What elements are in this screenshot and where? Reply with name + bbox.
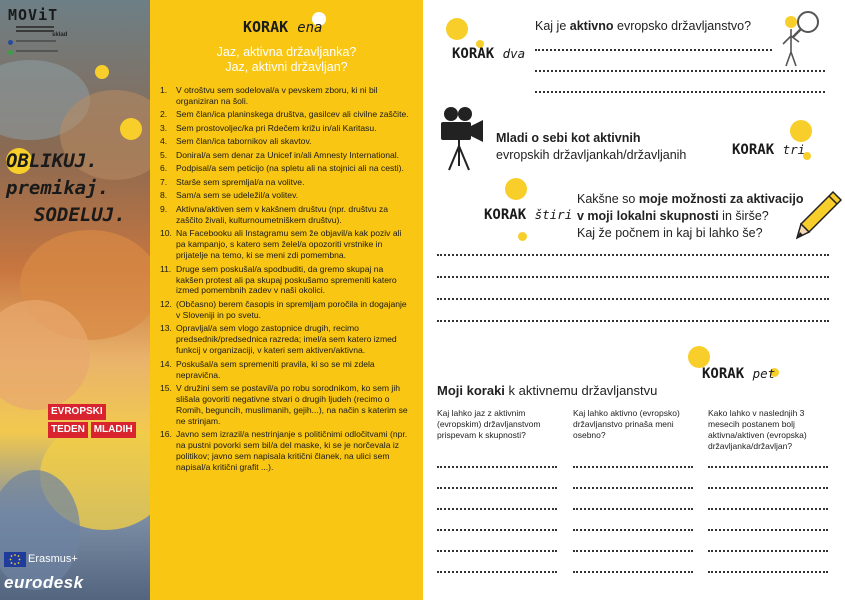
item-text: Doniral/a sem denar za Unicef in/ali Amnesty International.	[176, 149, 400, 160]
item-text: Podpisal/a sem peticijo (na spletu ali na stojnici ali na cesti).	[176, 163, 404, 174]
answer-line[interactable]	[535, 49, 772, 51]
item-number: 10.	[160, 228, 172, 239]
checklist	[160, 85, 410, 476]
item-text: Aktivna/aktiven sem v kakšnem društvu (npr. društvu za zaščito živali, kulturnoumetniškem društvu).	[176, 203, 389, 225]
step-word: KORAK	[732, 142, 775, 158]
answer-line[interactable]	[573, 550, 693, 552]
item-number: 9.	[160, 203, 168, 214]
item-number: 14.	[160, 358, 172, 369]
checklist-item	[160, 177, 410, 188]
answer-line[interactable]	[708, 508, 828, 510]
answer-line[interactable]	[708, 550, 828, 552]
step-number: pet	[752, 366, 776, 381]
answer-line[interactable]	[708, 466, 828, 468]
question-text: evropsko državljanstvo?	[613, 19, 752, 33]
step1-heading	[243, 18, 322, 36]
checklist-item	[160, 359, 410, 381]
item-number: 1.	[160, 85, 168, 95]
step2-question	[535, 18, 751, 34]
question-bold: moje možnosti za aktivacijo	[638, 192, 804, 206]
question-bold: v moji lokalni skupnosti	[577, 209, 719, 223]
answer-line[interactable]	[437, 571, 557, 573]
item-number: 6.	[160, 163, 168, 174]
slogan	[6, 148, 146, 229]
answer-line[interactable]	[708, 487, 828, 489]
title-text: k aktivnemu državljanstvu	[504, 383, 658, 398]
logo-sub: sklad	[52, 32, 68, 38]
answer-line[interactable]	[437, 529, 557, 531]
decor-circle	[688, 346, 710, 368]
question-bold: aktivno	[569, 19, 614, 33]
checklist-item	[160, 204, 410, 226]
question-line: Jaz, aktivni državljan?	[225, 60, 348, 74]
checklist-item	[160, 150, 410, 161]
logo-brand: MOViT	[8, 6, 59, 24]
badge-line: MLADIH	[91, 422, 136, 438]
item-text: Javno sem izrazil/a nestrinjanje s političnimi odločitvami (npr. na pustni povorki sem bil/a del maske, ki se je norčevala iz politikov; javno sem napisala kritični članek, na ulici sem napisal/a kritični grafit ...).	[176, 429, 408, 472]
checklist-item	[160, 123, 410, 134]
step3-line: evropskih državljankah/državljanih	[496, 148, 687, 162]
question-text: Kaj je	[535, 19, 570, 33]
erasmus-logo-text: Erasmus+	[28, 553, 78, 565]
eurodesk-logo: eurodesk	[4, 573, 84, 592]
item-number: 11.	[160, 263, 172, 274]
item-text: Sem član/ica tabornikov ali skavtov.	[176, 136, 312, 147]
slogan-line: premikaj.	[6, 177, 109, 199]
item-number: 5.	[160, 149, 168, 160]
answer-line[interactable]	[573, 466, 693, 468]
item-text: Sem prostovoljec/ka pri Rdečem križu in/ali Karitasu.	[176, 122, 377, 133]
step-word: KORAK	[452, 46, 495, 62]
item-text: (Občasno) berem časopis in spremljam poročila in dogajanje v Sloveniji in po svetu.	[176, 298, 407, 320]
column-question: Kaj lahko jaz z aktivnim (evropskim) državljanstvom prispevam k skupnosti?	[437, 408, 541, 440]
step4-heading	[484, 207, 572, 223]
checklist-item	[160, 163, 410, 174]
item-number: 7.	[160, 176, 168, 187]
checklist-item	[160, 383, 410, 427]
step5-heading	[702, 366, 775, 382]
checklist-item	[160, 136, 410, 147]
item-text: Sam/a sem se udeležil/a volitev.	[176, 190, 299, 201]
decor-circle	[505, 178, 527, 200]
answer-line[interactable]	[535, 70, 825, 72]
item-number: 2.	[160, 109, 168, 120]
question-text: Kaj že počnem in kaj bi lahko še?	[577, 226, 763, 240]
step3-heading	[732, 142, 805, 158]
decor-circle	[790, 120, 812, 142]
item-text: Na Facebooku ali Instagramu sem že objavil/a kak poziv ali pa kampanjo, s katero sem želel/a opozoriti vrstnike in prijatelje na temo, ki se meni zdi pomembna.	[176, 228, 402, 261]
answer-line[interactable]	[437, 487, 557, 489]
item-number: 13.	[160, 323, 172, 334]
cover-photo	[0, 0, 150, 600]
slogan-line: OBLIKUJ.	[6, 150, 98, 172]
step-word: KORAK	[243, 18, 289, 36]
checklist-item	[160, 323, 410, 356]
step-number: ena	[297, 20, 323, 36]
movit-logo	[6, 6, 81, 58]
question-text: Kakšne so	[577, 192, 639, 206]
answer-line[interactable]	[573, 571, 693, 573]
answer-line[interactable]	[437, 276, 829, 278]
badge-line: TEDEN	[48, 422, 88, 438]
answer-line[interactable]	[708, 571, 828, 573]
magnifier-figure-icon	[775, 8, 825, 70]
answer-line[interactable]	[573, 508, 693, 510]
item-text: V otroštvu sem sodeloval/a v pevskem zboru, ki ni bil organiziran na šoli.	[176, 85, 378, 106]
answer-line[interactable]	[573, 529, 693, 531]
item-text: V družini sem se postavil/a po robu sorodnikom, ko sem jih slišala govoriti negativne stvari o drugih ljudeh (recimo o Romih, beguncih, muslimanih, gejih...), na način s katerim se ne strinjam.	[176, 383, 408, 426]
answer-line[interactable]	[437, 320, 829, 322]
checklist-item	[160, 190, 410, 201]
step5-title	[437, 383, 657, 399]
checklist-item	[160, 109, 410, 120]
title-bold: Moji koraki	[437, 383, 505, 398]
answer-line[interactable]	[437, 466, 557, 468]
badge-line: EVROPSKI	[48, 404, 106, 420]
step-number: dva	[502, 46, 526, 61]
step-word: KORAK	[484, 207, 527, 223]
answer-line[interactable]	[708, 529, 828, 531]
step-number: tri	[782, 142, 806, 157]
item-number: 3.	[160, 122, 168, 133]
film-camera-icon	[437, 106, 485, 172]
column-question: Kako lahko v naslednjih 3 mesecih postanem bolj aktivna/aktiven (evropska) državljanka/državljan?	[708, 408, 807, 451]
decor-circle	[446, 18, 468, 40]
step4-question	[577, 191, 803, 242]
checklist-item	[160, 264, 410, 297]
item-number: 4.	[160, 136, 168, 147]
decor-circle	[518, 232, 527, 241]
item-text: Poskušal/a sem spremeniti pravila, ki so se mi zdela nepravična.	[176, 358, 375, 380]
item-number: 12.	[160, 298, 172, 309]
item-text: Opravljal/a sem vlogo zastopnice drugih, recimo predsednik/predsednica razreda; imel/a sem katero izmed funkcij v organizaciji, v kateri sem aktiven/aktivna.	[176, 323, 397, 356]
item-text: Sem član/ica planinskega društva, gasilcev ali civilne zaščite.	[176, 109, 409, 120]
answer-line[interactable]	[437, 508, 557, 510]
checklist-item	[160, 299, 410, 321]
column-question: Kaj lahko aktivno (evropsko) državljanstvo prinaša meni osebno?	[573, 408, 680, 440]
checklist-item	[160, 429, 410, 473]
eu-flag-icon	[4, 552, 26, 567]
question-text: in širše?	[718, 209, 769, 223]
step-word: KORAK	[702, 366, 745, 382]
european-youth-week-badge	[48, 404, 140, 440]
item-text: Druge sem poskušal/a spodbuditi, da gremo skupaj na kakšen protest ali pa skupaj poskušamo spremeniti katero izmed pomembnih zadev v naši okolici.	[176, 263, 397, 296]
answer-line[interactable]	[437, 298, 829, 300]
step1-question	[150, 45, 423, 75]
pencil-icon	[795, 188, 843, 240]
step-number: štiri	[534, 207, 573, 222]
answer-line[interactable]	[535, 91, 825, 93]
item-number: 16.	[160, 429, 172, 440]
item-number: 8.	[160, 190, 168, 201]
answer-line[interactable]	[437, 550, 557, 552]
question-line: Jaz, aktivna državljanka?	[216, 45, 357, 59]
item-number: 15.	[160, 383, 172, 394]
step3-line: Mladi o sebi kot aktivnih	[496, 131, 641, 145]
answer-line[interactable]	[437, 254, 829, 256]
answer-line[interactable]	[573, 487, 693, 489]
checklist-item	[160, 228, 410, 261]
checklist-item	[160, 85, 410, 107]
item-text: Starše sem spremljal/a na volitve.	[176, 176, 305, 187]
step3-text	[496, 130, 686, 164]
step2-heading	[452, 46, 525, 62]
slogan-line: SODELUJ.	[34, 204, 126, 226]
